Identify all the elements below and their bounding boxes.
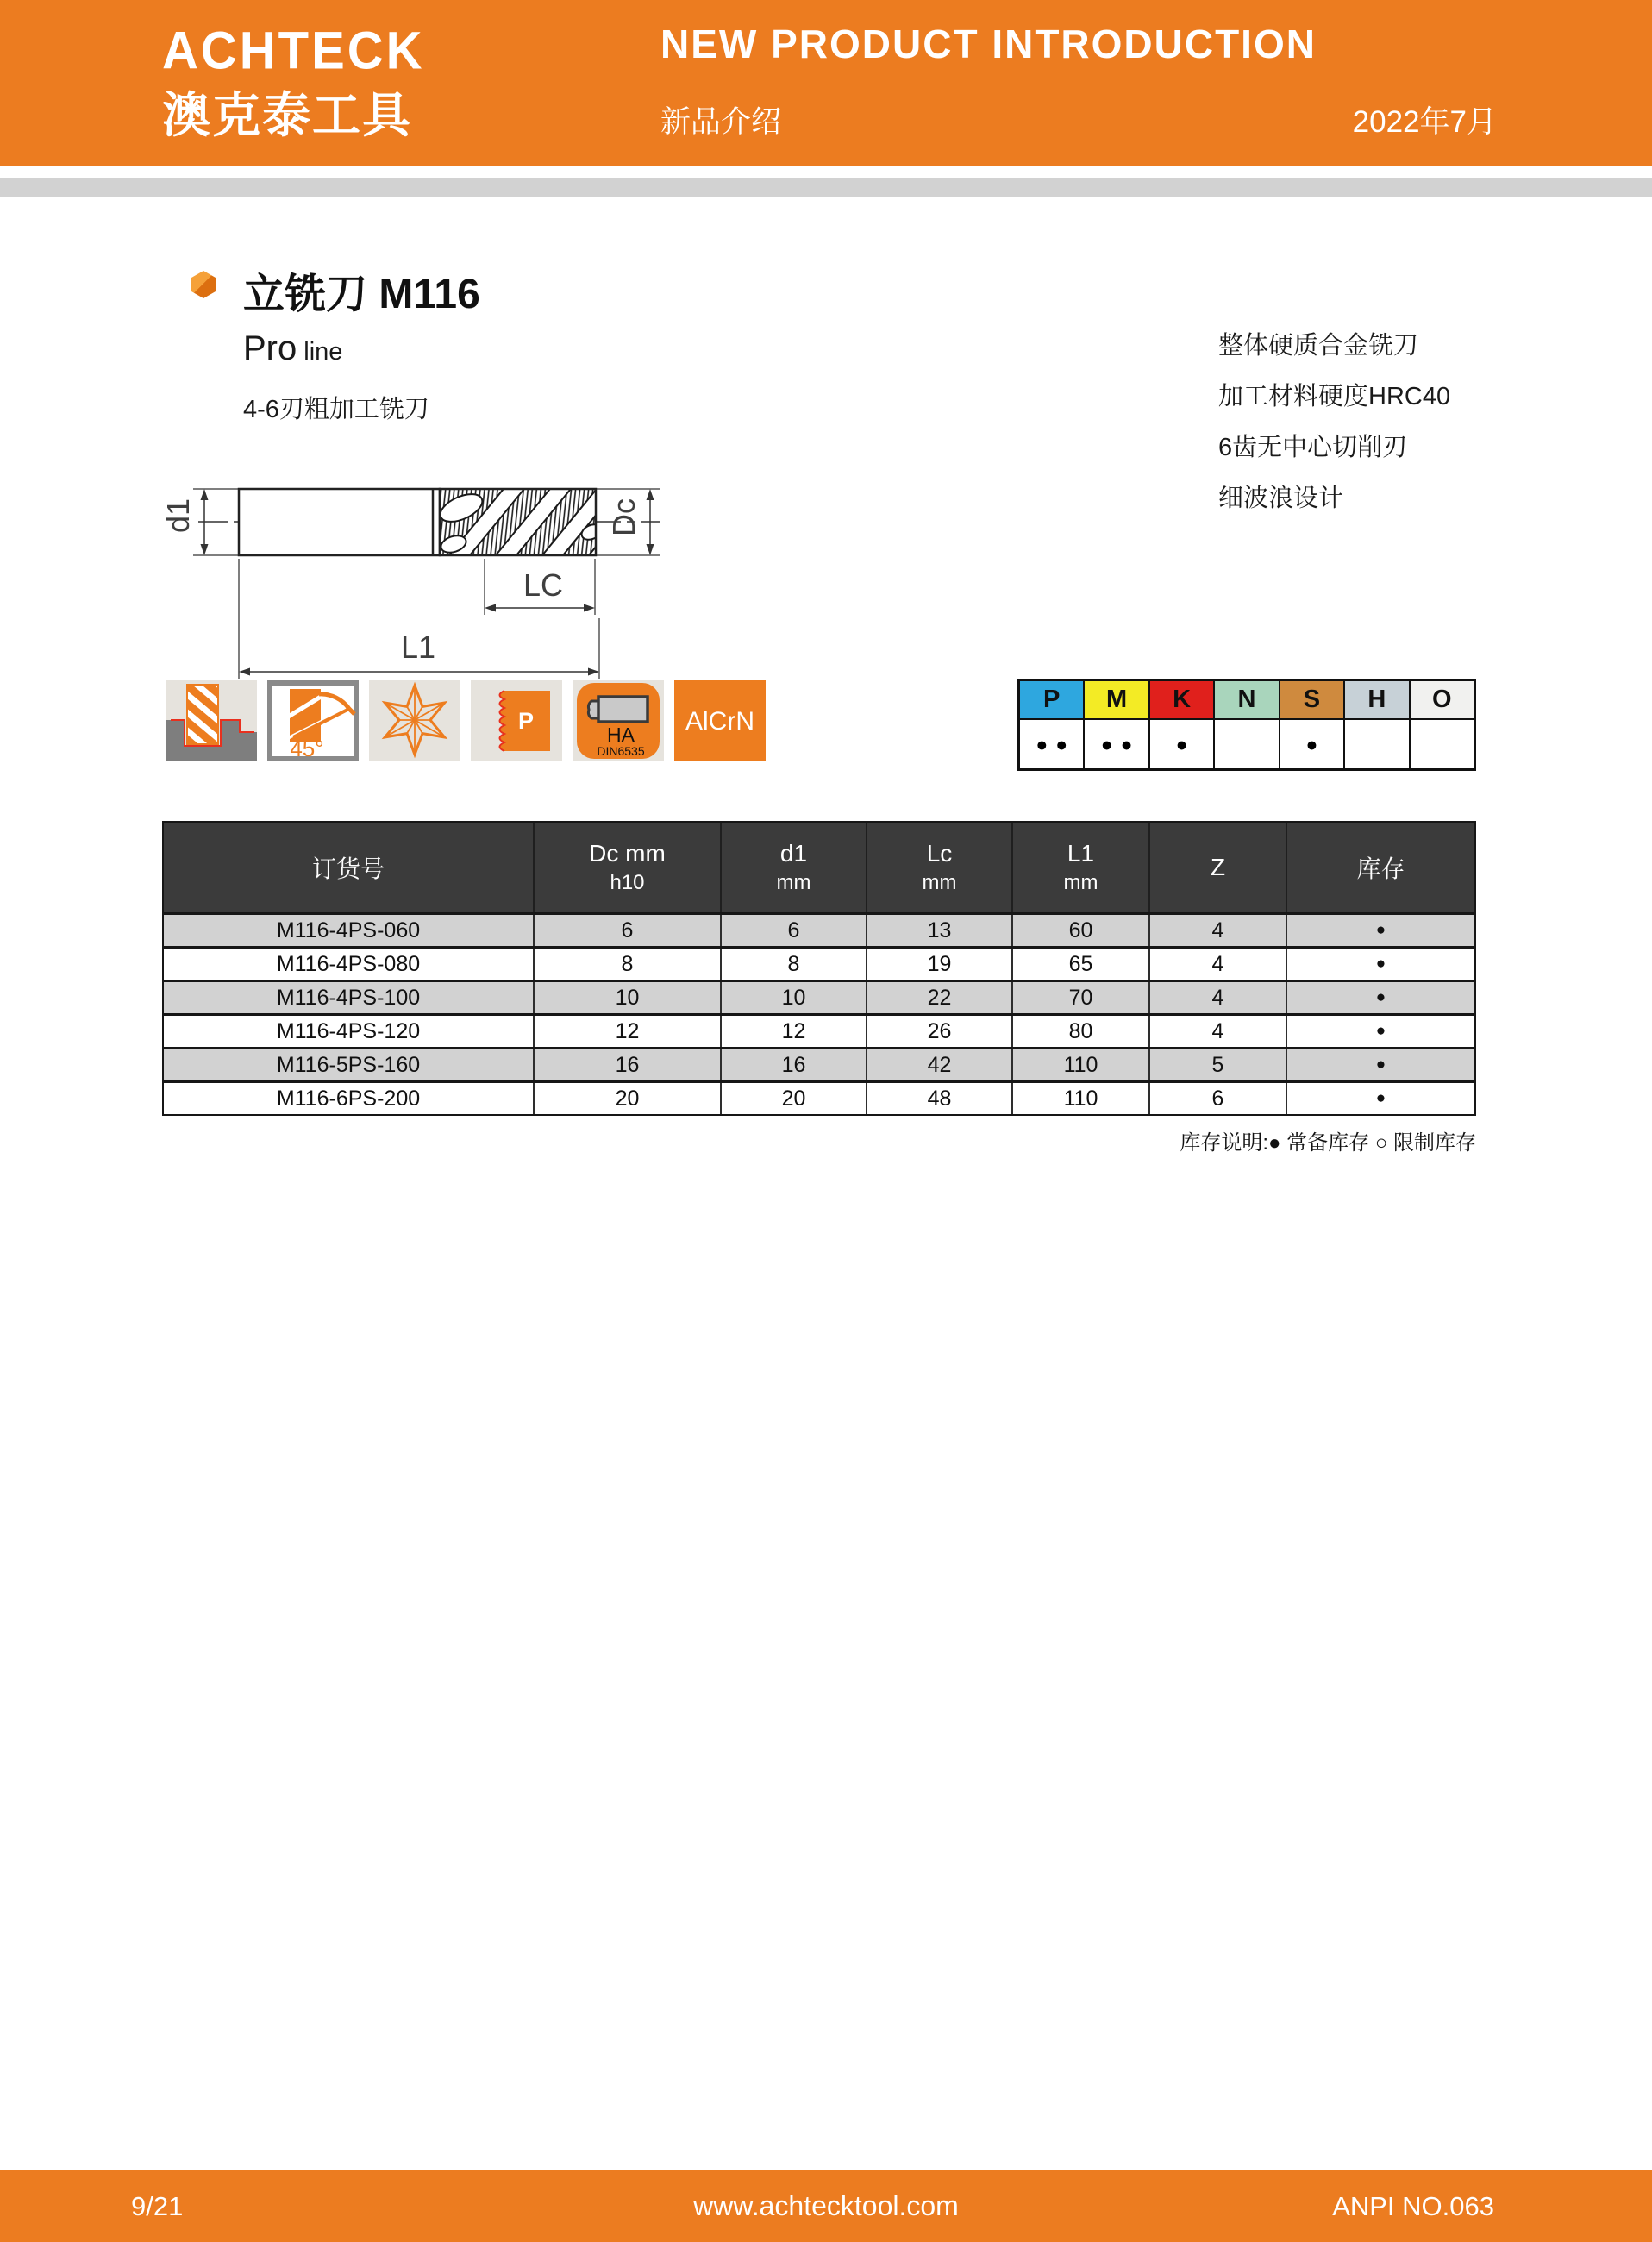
svg-text:LC: LC bbox=[523, 567, 564, 603]
footer-website: www.achtecktool.com bbox=[693, 2190, 959, 2221]
feature-list bbox=[1218, 321, 1450, 524]
spec-table bbox=[162, 821, 1476, 1116]
stock-dot: ● bbox=[1375, 921, 1386, 939]
feature-item: 整体硬质合金铣刀 bbox=[1218, 332, 1419, 360]
shank-outline bbox=[239, 489, 440, 555]
col-header-stock: 库存 bbox=[1356, 855, 1405, 882]
shank-din6535-icon bbox=[573, 680, 664, 761]
col-header-z: Z bbox=[1150, 823, 1287, 912]
material-col-m: M ●● bbox=[1085, 681, 1149, 768]
product-subtitle: 4-6刃粗加工铣刀 bbox=[243, 396, 429, 423]
material-dots: ●● bbox=[1020, 720, 1083, 768]
flute-cross-section-icon bbox=[369, 680, 460, 761]
series-suffix: line bbox=[303, 338, 343, 366]
col-header-order: 订货号 bbox=[164, 823, 535, 912]
col-header-dc: Dc mm h10 bbox=[535, 823, 722, 912]
slot-milling-icon bbox=[166, 680, 257, 761]
stock-dot: ● bbox=[1375, 988, 1386, 1006]
footer-doc-number: ANPI NO.063 bbox=[1332, 2191, 1494, 2221]
header-date: 2022年7月 bbox=[1352, 105, 1497, 139]
material-dots bbox=[1345, 720, 1408, 768]
svg-text:Dc: Dc bbox=[606, 498, 641, 536]
brand-logo-cn: 澳克泰工具 bbox=[162, 88, 412, 142]
table-row: M116-4PS-100 10 10 22 70 4 ● bbox=[164, 980, 1474, 1013]
material-col-n: N bbox=[1215, 681, 1280, 768]
table-row: M116-5PS-160 16 16 42 110 5 ● bbox=[164, 1047, 1474, 1080]
material-col-h: H bbox=[1345, 681, 1410, 768]
stock-dot: ● bbox=[1375, 1055, 1386, 1074]
material-col-k: K ● bbox=[1150, 681, 1215, 768]
page-footer bbox=[0, 2170, 1652, 2242]
product-series bbox=[243, 329, 342, 368]
feature-item: 加工材料硬度HRC40 bbox=[1218, 383, 1451, 410]
page-number: 9/21 bbox=[131, 2191, 184, 2221]
table-row: M116-4PS-120 12 12 26 80 4 ● bbox=[164, 1013, 1474, 1047]
col-header-d1: d1 mm bbox=[722, 823, 867, 912]
material-dots: ● bbox=[1280, 720, 1343, 768]
wave-profile-icon bbox=[471, 680, 562, 761]
shank-label: HA bbox=[607, 723, 635, 746]
table-row: M116-6PS-200 20 20 48 110 6 ● bbox=[164, 1080, 1474, 1114]
svg-text:d1: d1 bbox=[160, 498, 196, 533]
series-name: Pro bbox=[243, 329, 297, 367]
wave-profile-label: P bbox=[517, 708, 535, 734]
spec-table-header bbox=[164, 823, 1474, 912]
coating-alcrn-icon bbox=[674, 680, 766, 761]
product-title: 立铣刀 M116 bbox=[243, 272, 480, 317]
material-dots: ●● bbox=[1085, 720, 1148, 768]
material-col-o: O bbox=[1411, 681, 1474, 768]
header-title: NEW PRODUCT INTRODUCTION bbox=[660, 22, 1317, 66]
stock-dot: ● bbox=[1375, 1022, 1386, 1040]
coating-label: AlCrN bbox=[685, 707, 754, 736]
brand-logo-en: ACHTECK bbox=[162, 22, 425, 81]
feature-item: 细波浪设计 bbox=[1218, 485, 1344, 512]
material-col-s: S ● bbox=[1280, 681, 1345, 768]
application-material-table bbox=[1017, 679, 1476, 771]
material-dots bbox=[1411, 720, 1474, 768]
dim-lc bbox=[485, 559, 595, 615]
material-col-p: P ●● bbox=[1020, 681, 1085, 768]
header-divider-bar bbox=[0, 178, 1652, 197]
stock-dot: ● bbox=[1375, 955, 1386, 973]
helix-45-icon bbox=[267, 680, 359, 761]
helix-angle-label: 45° bbox=[290, 736, 324, 761]
stock-dot: ● bbox=[1375, 1089, 1386, 1107]
table-row: M116-4PS-060 6 6 13 60 4 ● bbox=[164, 912, 1474, 946]
material-dots: ● bbox=[1150, 720, 1213, 768]
page-header bbox=[0, 0, 1652, 166]
property-icon-row bbox=[166, 680, 766, 761]
feature-item: 6齿无中心切削刃 bbox=[1218, 434, 1408, 461]
table-row: M116-4PS-080 8 8 19 65 4 ● bbox=[164, 946, 1474, 980]
hexagon-bullet-icon bbox=[191, 271, 216, 298]
col-header-lc: Lc mm bbox=[867, 823, 1013, 912]
stock-legend: 库存说明:● 常备库存 ○ 限制库存 bbox=[1180, 1131, 1476, 1155]
technical-drawing bbox=[160, 427, 660, 698]
material-dots bbox=[1215, 720, 1278, 768]
col-header-l1: L1 mm bbox=[1013, 823, 1150, 912]
svg-text:L1: L1 bbox=[401, 629, 436, 665]
shank-sublabel: DIN6535 bbox=[597, 744, 645, 758]
header-subtitle: 新品介绍 bbox=[660, 105, 782, 139]
